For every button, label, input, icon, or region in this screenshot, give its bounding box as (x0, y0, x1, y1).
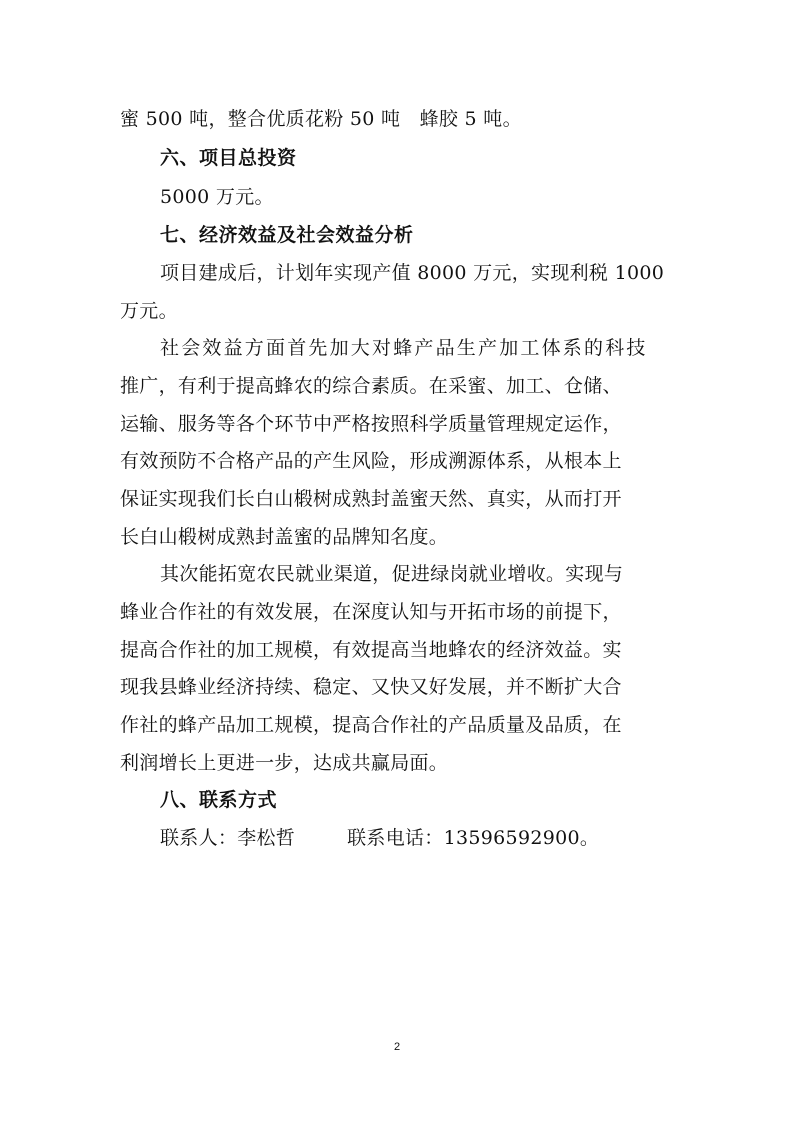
paragraph-line: 5000 万元。 (160, 186, 274, 208)
contact-line (160, 825, 680, 851)
paragraph-line: 保证实现我们长白山椴树成熟封盖蜜天然、真实，从而打开 (120, 488, 622, 510)
paragraph-line: 长白山椴树成熟封盖蜜的品牌知名度。 (120, 526, 449, 548)
paragraph-line: 项目建成后，计划年实现产值 8000 万元，实现利税 1000 (160, 262, 665, 284)
paragraph-line: 作社的蜂产品加工规模，提高合作社的产品质量及品质，在 (120, 714, 622, 736)
section-heading-benefits: 七、经济效益及社会效益分析 (160, 224, 414, 246)
paragraph-line: 推广，有利于提高蜂农的综合素质。在采蜜、加工、仓储、 (120, 375, 622, 397)
section-heading-contact: 八、联系方式 (160, 789, 278, 811)
paragraph-line: 有效预防不合格产品的产生风险，形成溯源体系，从根本上 (120, 450, 622, 472)
section-heading-investment: 六、项目总投资 (160, 147, 297, 169)
paragraph-line: 万元。 (120, 300, 178, 322)
page-number: 2 (393, 1041, 401, 1053)
contact-person: 联系人：李松哲 (160, 827, 296, 849)
contact-phone: 联系电话：13596592900。 (347, 827, 600, 849)
paragraph-line: 社会效益方面首先加大对蜂产品生产加工体系的科技 (160, 337, 648, 359)
paragraph-line: 利润增长上更进一步，达成共赢局面。 (120, 752, 449, 774)
paragraph-line: 其次能拓宽农民就业渠道，促进绿岗就业增收。实现与 (160, 563, 624, 585)
paragraph-line: 蜜 500 吨，整合优质花粉 50 吨 蜂胶 5 吨。 (120, 108, 522, 130)
paragraph-line: 运输、服务等各个环节中严格按照科学质量管理规定运作， (120, 413, 622, 435)
paragraph-line: 现我县蜂业经济持续、稳定、又快又好发展，并不断扩大合 (120, 676, 622, 698)
paragraph-line: 提高合作社的加工规模，有效提高当地蜂农的经济效益。实 (120, 639, 622, 661)
paragraph-line: 蜂业合作社的有效发展，在深度认知与开拓市场的前提下， (120, 601, 622, 623)
